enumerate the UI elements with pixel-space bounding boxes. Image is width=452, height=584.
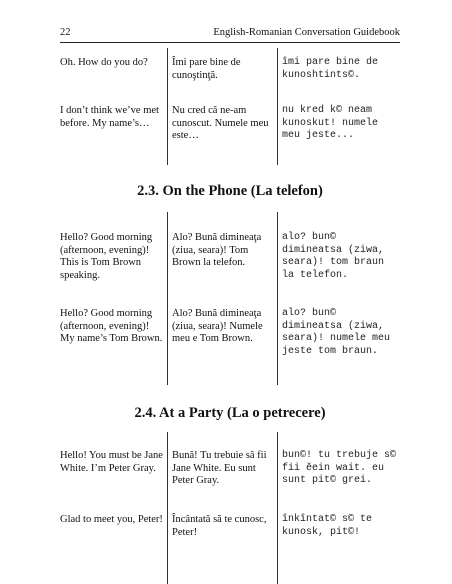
pronunciation: alo? bun© dimineatsa (ziwa, seara)! tom braun la telefon. bbox=[282, 232, 385, 281]
column-divider bbox=[167, 48, 168, 165]
english-phrase: Hello? Good morning (afternoon, evening)! This is Tom Brown speaking. bbox=[60, 232, 153, 281]
romanian-phrase: Bună! Tu trebuie să fii Jane White. Eu sunt Peter Gray. bbox=[172, 450, 267, 486]
column-divider bbox=[167, 212, 168, 385]
romanian-phrase: Încântată să te cunosc, Peter! bbox=[172, 514, 267, 538]
page-header bbox=[60, 26, 400, 40]
phrase-table-2 bbox=[60, 212, 400, 385]
pronunciation: nu kred k© neam kunoskut! numele meu jeste... bbox=[282, 105, 379, 141]
pronunciation: alo? bun© dimineatsa (ziwa, seara)! numele meu jeste tom braun. bbox=[282, 308, 391, 357]
english-phrase: Glad to meet you, Peter! bbox=[60, 514, 163, 525]
english-phrase: Hello! You must be Jane White. I’m Peter Gray. bbox=[60, 450, 163, 474]
english-phrase: Oh. How do you do? bbox=[60, 57, 148, 68]
column-divider bbox=[277, 432, 278, 584]
romanian-phrase: Îmi pare bine de cunoştinţă. bbox=[172, 57, 241, 81]
column-divider bbox=[277, 212, 278, 385]
header-rule bbox=[60, 42, 400, 43]
running-title: English-Romanian Conversation Guidebook bbox=[213, 27, 400, 38]
column-divider bbox=[277, 48, 278, 165]
romanian-phrase: Alo? Bună dimineaţa (ziua, seara)! Tom Brown la telefon. bbox=[172, 232, 262, 268]
pronunciation: îmi pare bine de kunoshtints©. bbox=[282, 57, 379, 81]
english-phrase: Hello? Good morning (afternoon, evening)! My name’s Tom Brown. bbox=[60, 308, 163, 344]
pronunciation: bun©! tu trebuje s© fii ĕein wait. eu sunt pit© grei. bbox=[282, 450, 397, 486]
romanian-phrase: Alo? Bună dimineaţa (ziua, seara)! Numele meu e Tom Brown. bbox=[172, 308, 263, 344]
section-title: 2.3. On the Phone (La telefon) bbox=[137, 183, 323, 199]
pronunciation: înkîntat© s© te kunosk, pit©! bbox=[282, 514, 373, 538]
column-divider bbox=[167, 432, 168, 584]
english-phrase: I don’t think we’ve met before. My name’s… bbox=[60, 105, 159, 129]
romanian-phrase: Nu cred că ne-am cunoscut. Numele meu este… bbox=[172, 105, 269, 141]
phrase-table-3 bbox=[60, 432, 400, 584]
section-title: 2.4. At a Party (La o petrecere) bbox=[134, 405, 326, 421]
page-number: 22 bbox=[60, 27, 71, 38]
phrase-table-1 bbox=[60, 48, 400, 165]
